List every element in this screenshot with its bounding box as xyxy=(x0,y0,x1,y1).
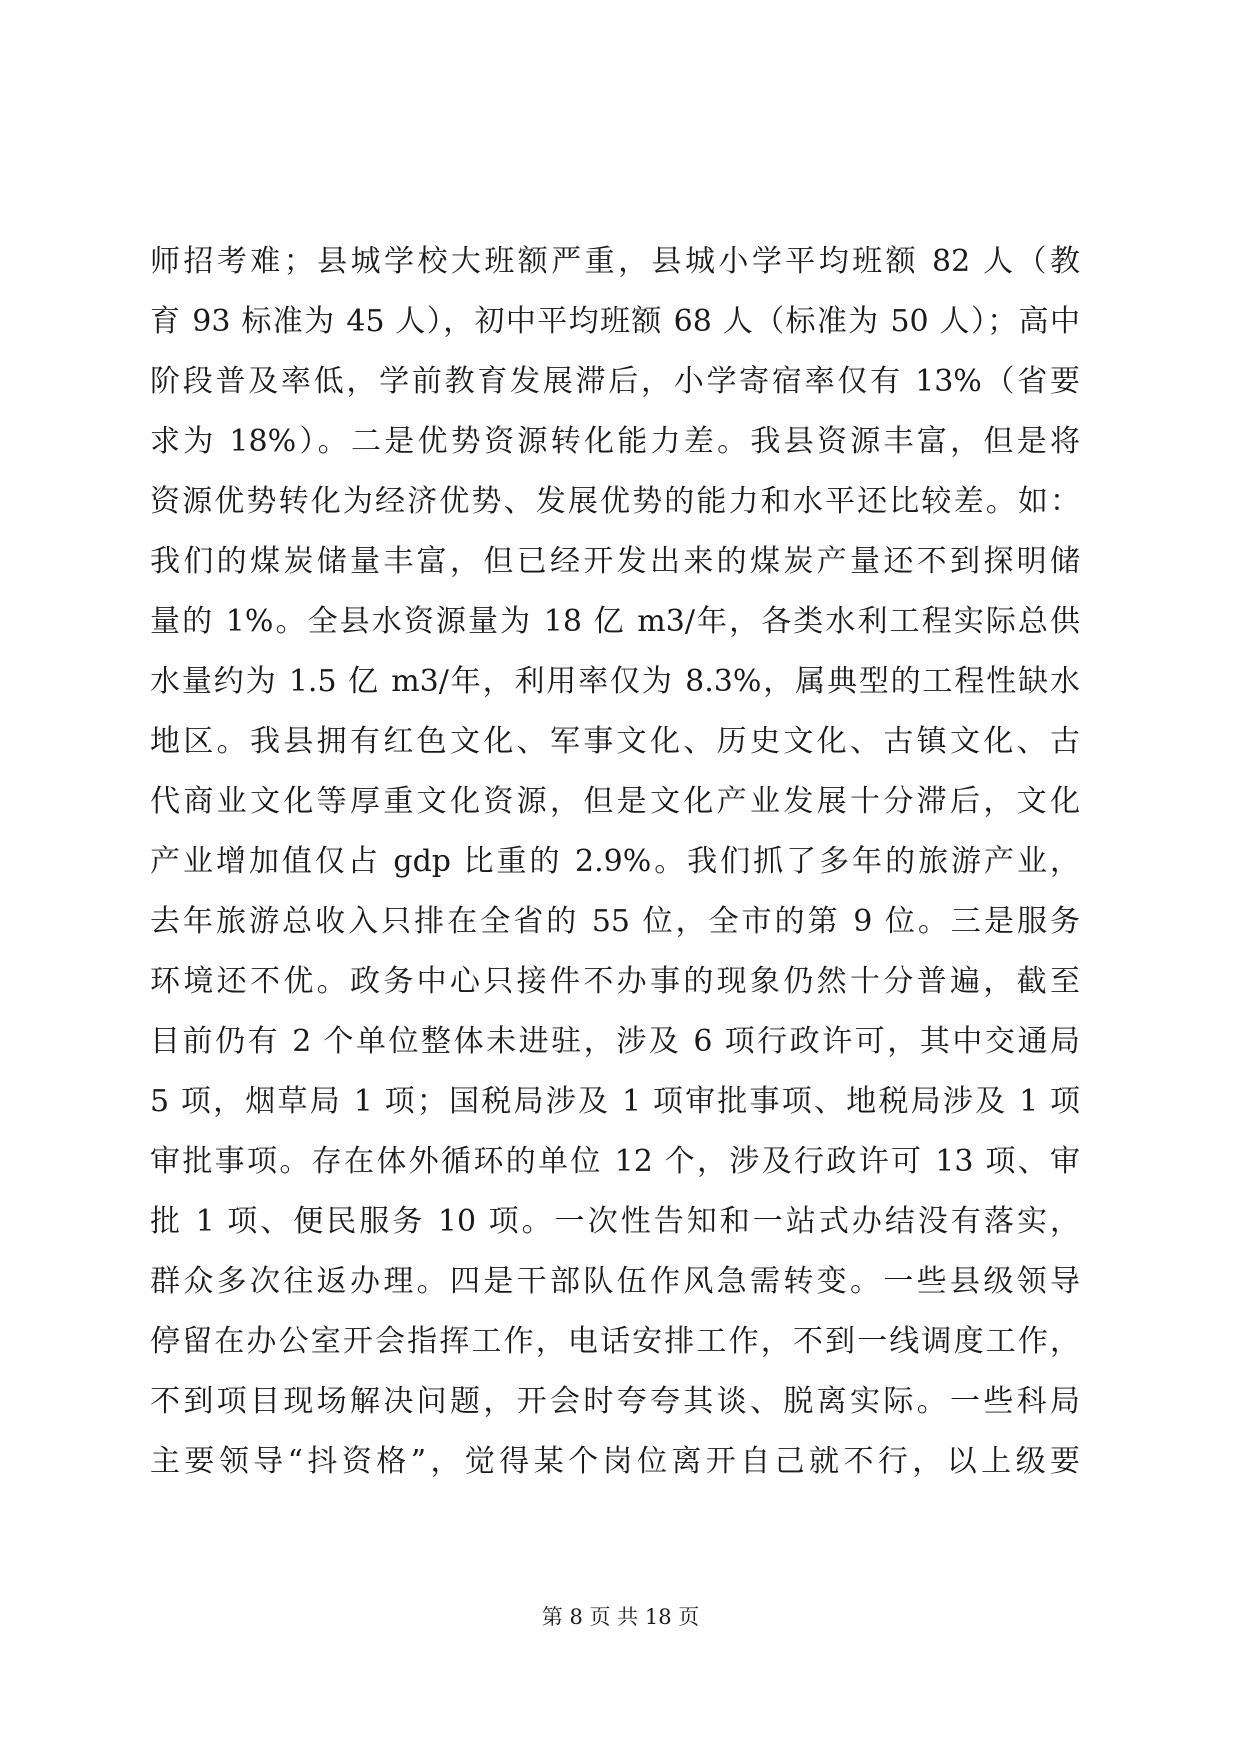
text-line: 阶段普及率低，学前教育发展滞后，小学寄宿率仅有 13%（省要 xyxy=(150,364,1080,399)
text-line: 批 1 项、便民服务 10 项。一次性告知和一站式办结没有落实， xyxy=(150,1204,1080,1239)
text-line: 目前仍有 2 个单位整体未进驻，涉及 6 项行政许可，其中交通局 xyxy=(150,1024,1080,1059)
text-line: 师招考难；县城学校大班额严重，县城小学平均班额 82 人（教 xyxy=(150,244,1080,279)
text-line: 我们的煤炭储量丰富，但已经开发出来的煤炭产量还不到探明储 xyxy=(150,544,1080,579)
text-line: 去年旅游总收入只排在全省的 55 位，全市的第 9 位。三是服务 xyxy=(150,904,1080,939)
text-line: 育 93 标准为 45 人），初中平均班额 68 人（标准为 50 人）；高中 xyxy=(150,304,1080,339)
text-line: 审批事项。存在体外循环的单位 12 个，涉及行政许可 13 项、审 xyxy=(150,1144,1080,1179)
text-line: 群众多次往返办理。四是干部队伍作风急需转变。一些县级领导 xyxy=(150,1264,1080,1299)
page-number-footer: 第 8 页 共 18 页 xyxy=(541,1605,700,1629)
text-line: 主要领导“抖资格”，觉得某个岗位离开自己就不行，以上级要 xyxy=(150,1444,1080,1479)
text-line: 地区。我县拥有红色文化、军事文化、历史文化、古镇文化、古 xyxy=(150,724,1080,759)
text-line: 代商业文化等厚重文化资源，但是文化产业发展十分滞后，文化 xyxy=(150,784,1080,819)
text-line: 停留在办公室开会指挥工作，电话安排工作，不到一线调度工作， xyxy=(150,1324,1080,1359)
text-line: 水量约为 1.5 亿 m3/年，利用率仅为 8.3%，属典型的工程性缺水 xyxy=(150,664,1080,699)
text-line: 资源优势转化为经济优势、发展优势的能力和水平还比较差。如： xyxy=(150,484,1080,519)
text-line: 不到项目现场解决问题，开会时夸夸其谈、脱离实际。一些科局 xyxy=(150,1384,1080,1419)
text-line: 环境还不优。政务中心只接件不办事的现象仍然十分普遍，截至 xyxy=(150,964,1080,999)
text-line: 量的 1%。全县水资源量为 18 亿 m3/年，各类水利工程实际总供 xyxy=(150,604,1080,639)
text-line: 求为 18%）。二是优势资源转化能力差。我县资源丰富，但是将 xyxy=(150,424,1080,459)
text-line: 5 项，烟草局 1 项；国税局涉及 1 项审批事项、地税局涉及 1 项 xyxy=(150,1084,1080,1119)
body-text xyxy=(150,232,1080,1492)
text-line: 产业增加值仅占 gdp 比重的 2.9%。我们抓了多年的旅游产业， xyxy=(150,844,1080,879)
